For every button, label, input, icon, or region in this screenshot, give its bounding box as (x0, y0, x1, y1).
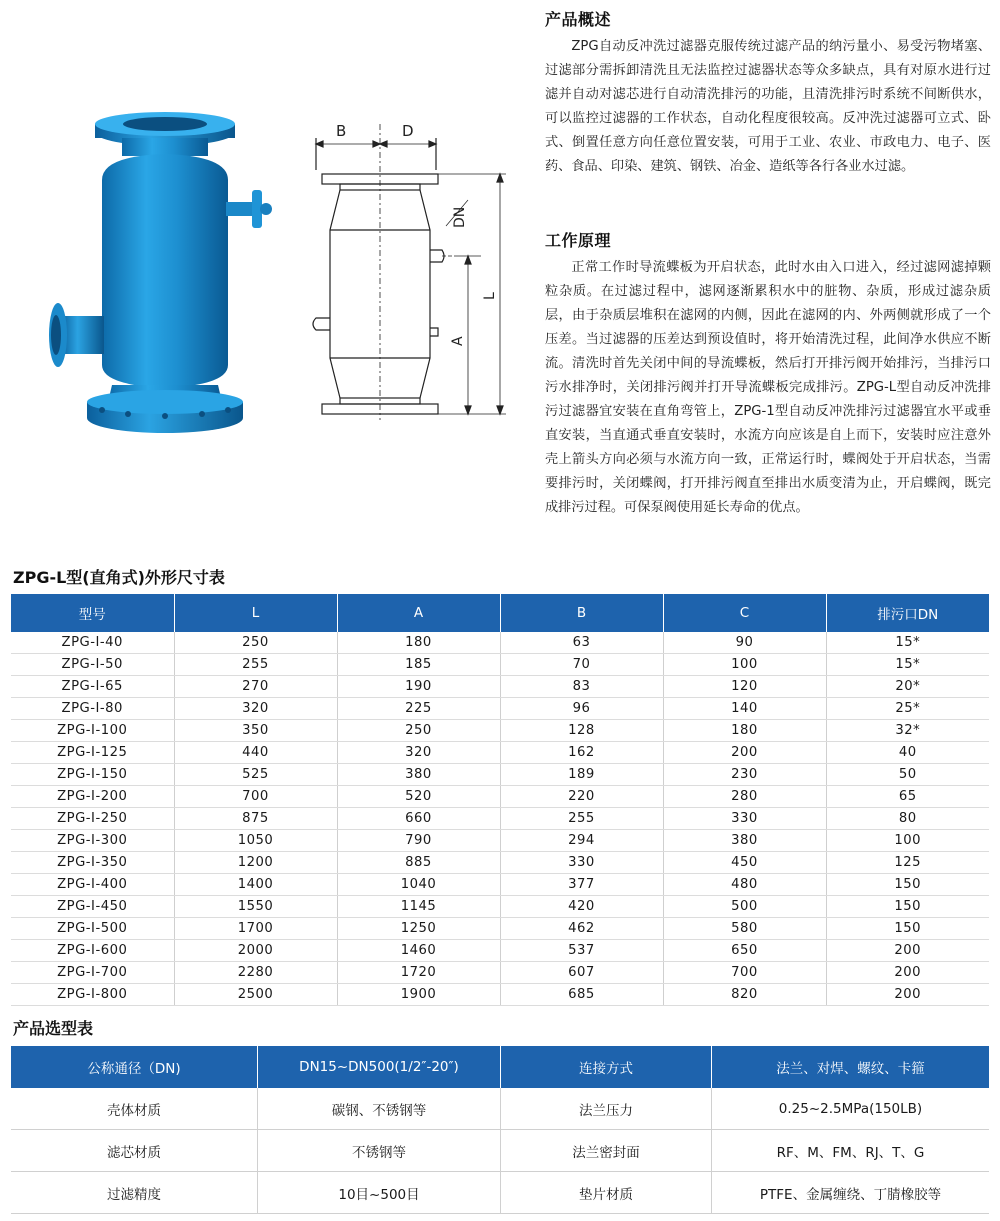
table-cell: 1460 (337, 940, 500, 962)
table-cell: 1050 (174, 830, 337, 852)
table-cell: 255 (174, 654, 337, 676)
table-cell: ZPG-I-250 (11, 808, 174, 830)
table-cell: 189 (500, 764, 663, 786)
table-cell: ZPG-I-80 (11, 698, 174, 720)
sel-header-dn-label: 公称通径（DN) (11, 1046, 258, 1088)
table-cell: 180 (337, 632, 500, 654)
dim-header-c: C (663, 594, 826, 632)
dimension-drawing (296, 110, 526, 430)
table-row (11, 874, 989, 896)
table-cell: 270 (174, 676, 337, 698)
table-cell: 607 (500, 962, 663, 984)
table-row (11, 896, 989, 918)
table-cell: 200 (663, 742, 826, 764)
table-cell: 120 (663, 676, 826, 698)
table-row (11, 830, 989, 852)
table-cell: 125 (826, 852, 989, 874)
table-cell: 96 (500, 698, 663, 720)
sel-table-header-row (11, 1046, 989, 1088)
dim-table-body (11, 632, 989, 1006)
table-cell: 220 (500, 786, 663, 808)
table-cell: ZPG-I-50 (11, 654, 174, 676)
table-cell: 520 (337, 786, 500, 808)
table-cell: 15* (826, 632, 989, 654)
table-cell: 过滤精度 (11, 1172, 258, 1214)
table-cell: 200 (826, 984, 989, 1006)
table-cell: 230 (663, 764, 826, 786)
table-cell: 150 (826, 918, 989, 940)
table-cell: 685 (500, 984, 663, 1006)
table-cell: 1700 (174, 918, 337, 940)
table-row (11, 742, 989, 764)
table-cell: 83 (500, 676, 663, 698)
table-cell: RF、M、FM、RJ、T、G (712, 1130, 990, 1172)
table-cell: 0.25~2.5MPa(150LB) (712, 1088, 990, 1130)
table-cell: 250 (337, 720, 500, 742)
table-cell: 480 (663, 874, 826, 896)
sel-header-dn-range: DN15~DN500(1/2″-20″) (258, 1046, 501, 1088)
table-cell: 200 (826, 940, 989, 962)
table-cell: 885 (337, 852, 500, 874)
table-cell: 380 (337, 764, 500, 786)
overview-title: 产品概述 (545, 10, 612, 29)
table-cell: 462 (500, 918, 663, 940)
table-cell: 1400 (174, 874, 337, 896)
overview-text: ZPG自动反冲洗过滤器克服传统过滤产品的纳污量小、易受污物堵塞、过滤部分需拆卸清洗且无法监控过滤器状态等众多缺点，具有对原水进行过滤并自动对滤芯进行自动清洗排污的功能，且清洗排污时系统不间断供水，可以监控过滤器的工作状态，自动化程度很较高。反冲洗过滤器可立式、卧式、倒置任意方向任意位置安装，可用于工业、农业、市政电力、电子、医药、食品、印染、建筑、钢铁、冶金、造纸等各行各业水过滤。 (545, 39, 991, 174)
table-cell: 330 (663, 808, 826, 830)
principle-title: 工作原理 (545, 231, 612, 250)
table-row (11, 632, 989, 654)
table-cell: 140 (663, 698, 826, 720)
table-cell: 滤芯材质 (11, 1130, 258, 1172)
table-cell: ZPG-I-125 (11, 742, 174, 764)
table-cell: 380 (663, 830, 826, 852)
table-cell: 150 (826, 874, 989, 896)
table-cell: 法兰密封面 (501, 1130, 712, 1172)
table-cell: ZPG-I-400 (11, 874, 174, 896)
table-cell: 90 (663, 632, 826, 654)
table-cell: 63 (500, 632, 663, 654)
table-cell: 1550 (174, 896, 337, 918)
table-cell: 420 (500, 896, 663, 918)
table-cell: 185 (337, 654, 500, 676)
table-cell: 440 (174, 742, 337, 764)
table-cell: 15* (826, 654, 989, 676)
table-row (11, 984, 989, 1006)
table-cell: 100 (663, 654, 826, 676)
label-l: L (482, 292, 498, 300)
table-row (11, 786, 989, 808)
table-cell: 2500 (174, 984, 337, 1006)
table-cell: ZPG-I-800 (11, 984, 174, 1006)
dim-table-title: ZPG-L型(直角式)外形尺寸表 (13, 568, 225, 587)
selection-table (11, 1046, 989, 1214)
table-row (11, 1130, 989, 1172)
table-cell: 330 (500, 852, 663, 874)
table-cell: PTFE、金属缠绕、丁腈橡胶等 (712, 1172, 990, 1214)
table-cell: ZPG-I-150 (11, 764, 174, 786)
table-cell: 320 (337, 742, 500, 764)
table-cell: 20* (826, 676, 989, 698)
sel-header-connection-value: 法兰、对焊、螺纹、卡箍 (712, 1046, 990, 1088)
table-cell: 377 (500, 874, 663, 896)
table-cell: 碳钢、不锈钢等 (258, 1088, 501, 1130)
table-cell: 537 (500, 940, 663, 962)
table-cell: 2280 (174, 962, 337, 984)
table-row (11, 940, 989, 962)
table-cell: 250 (174, 632, 337, 654)
table-cell: ZPG-I-200 (11, 786, 174, 808)
table-cell: 525 (174, 764, 337, 786)
dimension-table (11, 594, 989, 1006)
dim-header-b: B (500, 594, 663, 632)
table-cell: 580 (663, 918, 826, 940)
table-cell: 80 (826, 808, 989, 830)
table-cell: 壳体材质 (11, 1088, 258, 1130)
table-cell: 500 (663, 896, 826, 918)
table-cell: 1720 (337, 962, 500, 984)
table-cell: 40 (826, 742, 989, 764)
dim-header-dn: 排污口DN (826, 594, 989, 632)
table-row (11, 852, 989, 874)
table-cell: 190 (337, 676, 500, 698)
table-cell: ZPG-I-700 (11, 962, 174, 984)
table-cell: 790 (337, 830, 500, 852)
table-cell: 1040 (337, 874, 500, 896)
table-cell: 1200 (174, 852, 337, 874)
table-cell: 162 (500, 742, 663, 764)
table-cell: 2000 (174, 940, 337, 962)
dim-header-l: L (174, 594, 337, 632)
label-b: B (336, 122, 347, 140)
table-cell: 70 (500, 654, 663, 676)
table-cell: ZPG-I-600 (11, 940, 174, 962)
principle-text: 正常工作时导流蝶板为开启状态，此时水由入口进入，经过滤网滤掉颗粒杂质。在过滤过程中，滤网逐渐累积水中的脏物、杂质，形成过滤杂质层，由于杂质层堆积在滤网的内侧，因此在滤网的内、外两侧就形成了一个压差。当过滤器的压差达到预设值时，将开始清洗过程，此间净水供应不断流。清洗时首先关闭中间的导流蝶板，然后打开排污阀开始排污，当排污口污水排净时，关闭排污阀并打开导流蝶板完成排污。ZPG-L型自动反冲洗排污过滤器宜安装在直角弯管上，ZPG-1型自动反冲洗排污过滤器宜水平或垂直安装，当直通式垂直安装时，水流方向应该是自上而下，安装时应注意外壳上箭头方向必须与水流方向一致，正常运行时，蝶阀处于开启状态，当需要排污时，关闭蝶阀，打开排污阀直至排出水质变清为止，开启蝶阀，既完成排污过程。可保泵阀使用延长寿命的优点。 (545, 260, 991, 515)
table-cell: 875 (174, 808, 337, 830)
table-cell: 450 (663, 852, 826, 874)
table-cell: 1250 (337, 918, 500, 940)
table-row (11, 808, 989, 830)
sel-table-body (11, 1088, 989, 1214)
table-cell: 32* (826, 720, 989, 742)
table-cell: 25* (826, 698, 989, 720)
table-cell: 垫片材质 (501, 1172, 712, 1214)
label-a: A (450, 336, 466, 346)
table-cell: 不锈钢等 (258, 1130, 501, 1172)
table-row (11, 676, 989, 698)
table-row (11, 720, 989, 742)
table-cell: ZPG-I-100 (11, 720, 174, 742)
label-dn: DN (452, 206, 468, 228)
table-row (11, 1172, 989, 1214)
table-cell: 660 (337, 808, 500, 830)
table-cell: 280 (663, 786, 826, 808)
dim-header-model: 型号 (11, 594, 174, 632)
table-cell: 100 (826, 830, 989, 852)
table-cell: 150 (826, 896, 989, 918)
table-row (11, 962, 989, 984)
table-cell: ZPG-I-500 (11, 918, 174, 940)
table-cell: ZPG-I-40 (11, 632, 174, 654)
dim-table-header-row (11, 594, 989, 632)
table-row (11, 698, 989, 720)
table-cell: 225 (337, 698, 500, 720)
table-cell: 294 (500, 830, 663, 852)
product-photo (40, 110, 280, 440)
table-cell: 200 (826, 962, 989, 984)
table-cell: 1900 (337, 984, 500, 1006)
table-cell: ZPG-I-300 (11, 830, 174, 852)
table-cell: ZPG-I-350 (11, 852, 174, 874)
table-cell: 820 (663, 984, 826, 1006)
table-cell: 法兰压力 (501, 1088, 712, 1130)
table-cell: 650 (663, 940, 826, 962)
table-cell: 65 (826, 786, 989, 808)
table-row (11, 1088, 989, 1130)
table-cell: 128 (500, 720, 663, 742)
table-cell: 50 (826, 764, 989, 786)
table-cell: 180 (663, 720, 826, 742)
table-cell: 700 (174, 786, 337, 808)
table-row (11, 654, 989, 676)
table-cell: ZPG-I-65 (11, 676, 174, 698)
table-cell: 700 (663, 962, 826, 984)
table-cell: 320 (174, 698, 337, 720)
table-cell: 255 (500, 808, 663, 830)
table-cell: 1145 (337, 896, 500, 918)
dim-header-a: A (337, 594, 500, 632)
table-row (11, 918, 989, 940)
sel-table-title: 产品选型表 (13, 1019, 94, 1038)
label-d: D (402, 122, 414, 140)
table-cell: 350 (174, 720, 337, 742)
table-cell: 10目~500目 (258, 1172, 501, 1214)
table-row (11, 764, 989, 786)
sel-header-connection-label: 连接方式 (501, 1046, 712, 1088)
table-cell: ZPG-I-450 (11, 896, 174, 918)
